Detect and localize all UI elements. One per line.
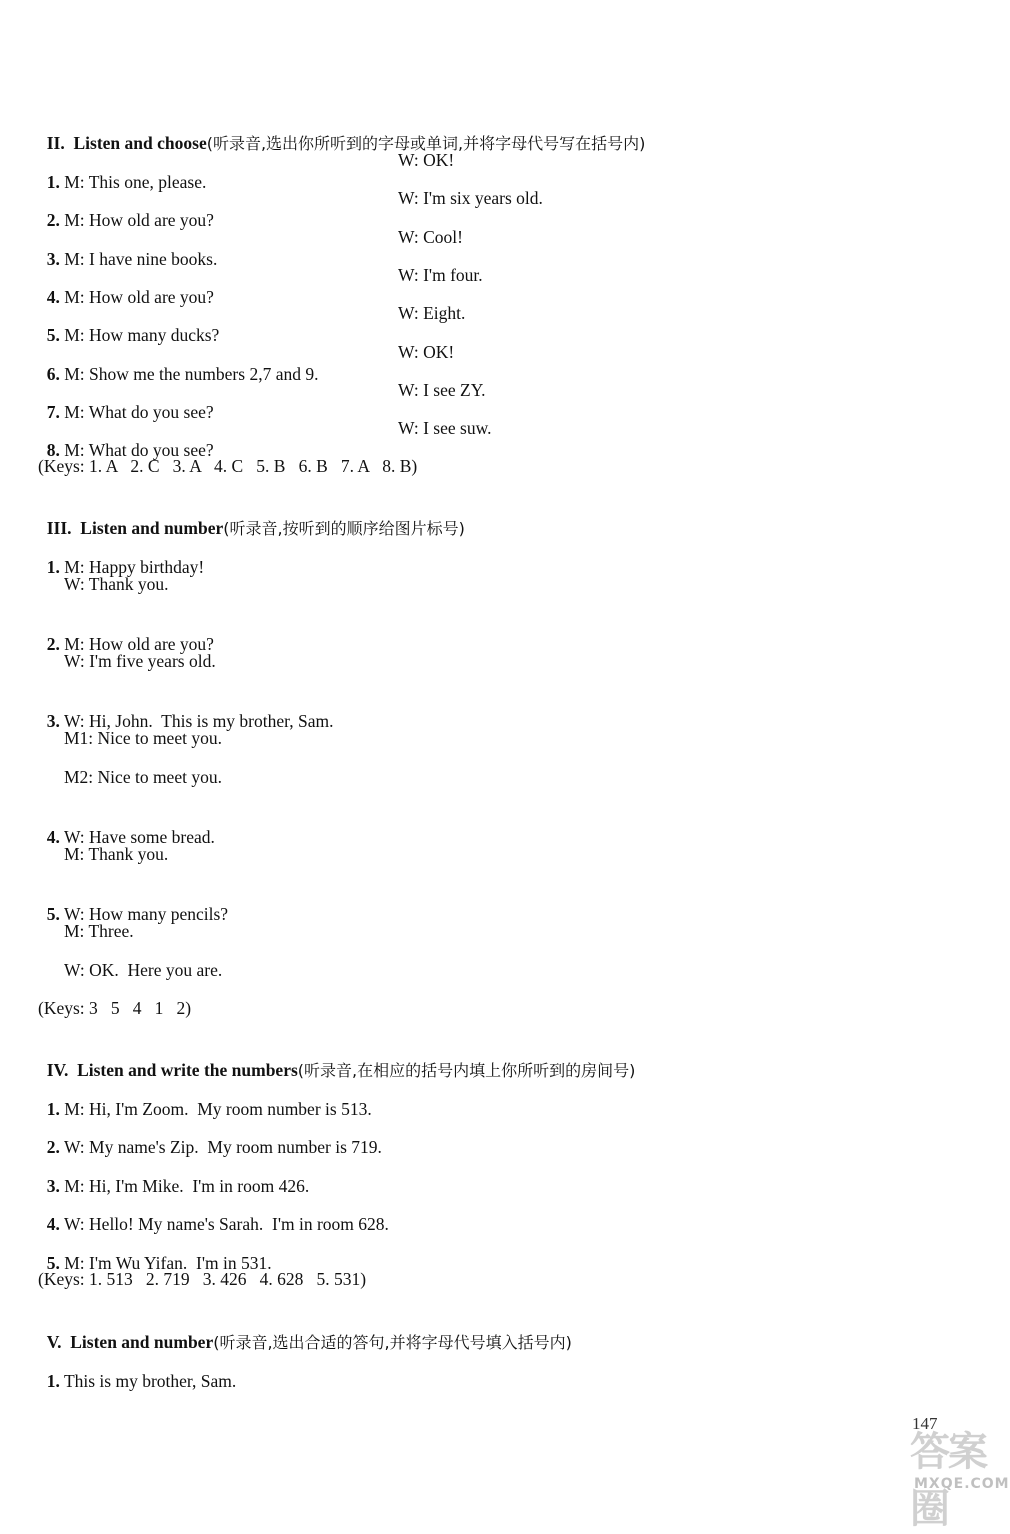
man-line: M: What do you see? [64,402,214,422]
woman-line: W: I'm six years old. [398,188,543,208]
man-line: M: I have nine books. [64,249,218,269]
item-number: 5. [46,1253,60,1273]
woman-line: W: OK! [398,150,455,170]
speaker-line: W: I'm five years old. [64,651,216,671]
speaker-line: W: Thank you. [64,574,169,594]
section-3-title: III. Listen and number [46,518,224,538]
woman-line: W: Cool! [398,227,463,247]
man-line: M: Show me the numbers 2,7 and 9. [64,364,319,384]
man-line: M: How many ducks? [64,325,220,345]
item-number: 5. [46,904,60,924]
answer-keys: (Keys: 1. 513 2. 719 3. 426 4. 628 5. 531) [38,1269,367,1289]
dialogue-row [38,187,214,231]
item-number: 7. [46,402,60,422]
speaker-line: W: Hi, John. This is my brother, Sam. [63,711,334,731]
speaker-line: M: Happy birthday! [64,557,205,577]
man-line: M: How old are you? [64,210,214,230]
speaker-line: M1: Nice to meet you. [64,728,222,748]
item-number: 4. [46,287,60,307]
item-number: 1. [46,172,60,192]
woman-line: W: I see suw. [398,418,492,438]
speaker-line: This is my brother, Sam. [63,1371,237,1391]
speaker-line: M: Three. [64,921,134,941]
item-number: 3. [46,711,60,731]
item-number: 5. [46,325,60,345]
item-number: 3. [46,1176,60,1196]
watermark-url: MXQE.COM [914,1476,1010,1492]
speaker-line: W: How many pencils? [63,904,229,924]
dialogue-row [38,302,219,346]
speaker-line: M: Hi, I'm Mike. I'm in room 426. [64,1176,310,1196]
dialogue-line [38,804,215,848]
item-number: 4. [46,827,60,847]
woman-line: W: OK! [398,342,455,362]
answer-keys: (Keys: 3 5 4 1 2) [38,998,192,1018]
watermark-logo [910,1420,1010,1532]
dialogue-line [38,1114,382,1158]
item-number: 2. [46,634,60,654]
section-2-title: II. Listen and choose [46,133,207,153]
answer-keys: (Keys: 1. A 2. C 3. A 4. C 5. B 6. B 7. A 8. B) [38,456,418,476]
item-number: 2. [46,1137,60,1157]
item-number: 1. [46,1371,60,1391]
section-5-title-zh: (听录音,选出合适的答句,并将字母代号填入括号内) [213,1333,572,1352]
item-number: 1. [46,1099,60,1119]
dialogue-line [38,1348,236,1392]
woman-line: W: I'm four. [398,265,483,285]
section-4-title: IV. Listen and write the numbers [46,1060,298,1080]
speaker-line: W: Have some bread. [63,827,215,847]
section-3-title-zh: (听录音,按听到的顺序给图片标号) [223,519,465,538]
item-number: 4. [46,1214,60,1234]
dialogue-line [38,534,204,578]
speaker-line: W: Hello! My name's Sarah. I'm in room 628. [63,1214,389,1234]
item-number: 3. [46,249,60,269]
section-4-title-zh: (听录音,在相应的括号内填上你所听到的房间号) [297,1061,636,1080]
woman-line: W: I see ZY. [398,380,486,400]
man-line: M: How old are you? [64,287,214,307]
page-number: 147 [912,1414,938,1433]
section-2-title-zh: (听录音,选出你所听到的字母或单词,并将字母代号写在括号内) [206,134,646,153]
item-number: 2. [46,210,60,230]
speaker-line: M: I'm Wu Yifan. I'm in 531. [64,1253,272,1273]
man-line: M: This one, please. [64,172,207,192]
man-line: M: What do you see? [64,440,214,460]
dialogue-line [38,688,334,732]
speaker-line: M: How old are you? [64,634,214,654]
item-number: 8. [46,440,60,460]
item-number: 1. [46,557,60,577]
speaker-line: W: OK. Here you are. [64,960,223,980]
speaker-line: M: Hi, I'm Zoom. My room number is 513. [64,1099,372,1119]
item-number: 6. [46,364,60,384]
speaker-line: M2: Nice to meet you. [64,767,222,787]
watermark-text: 答案圈 [910,1429,986,1532]
speaker-line: W: My name's Zip. My room number is 719. [63,1137,382,1157]
dialogue-line [38,1191,389,1235]
section-5-title: V. Listen and number [46,1332,214,1352]
dialogue-line [38,881,228,925]
speaker-line: M: Thank you. [64,844,169,864]
woman-line: W: Eight. [398,303,466,323]
dialogue-line [38,611,214,655]
